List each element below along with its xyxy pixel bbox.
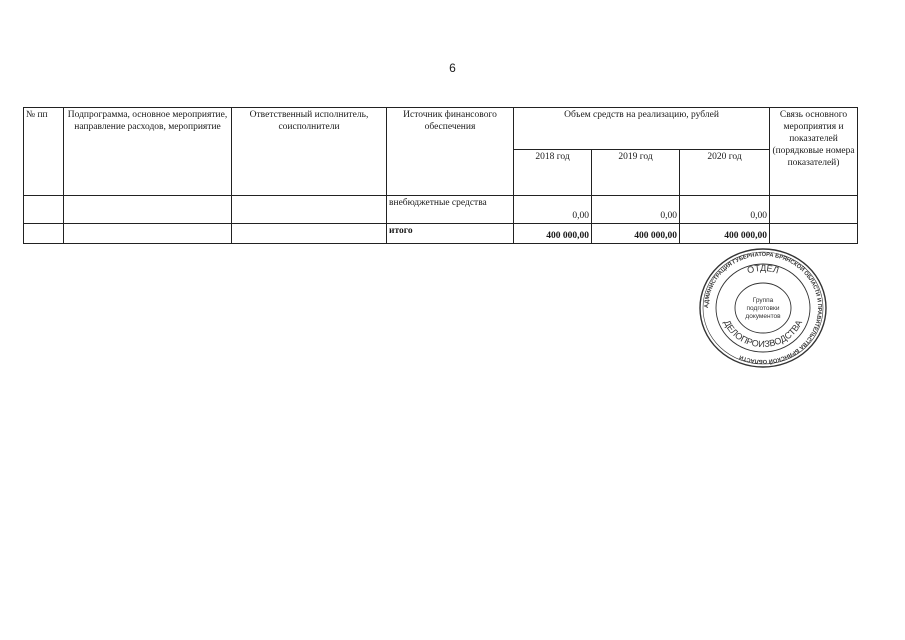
office-stamp <box>698 247 828 369</box>
cell-2018: 400 000,00 <box>514 224 592 244</box>
cell-2019: 400 000,00 <box>592 224 680 244</box>
header-year-2020: 2020 год <box>680 150 770 196</box>
stamp-outer-text: АДМИНИСТРАЦИЯ ГУБЕРНАТОРА БРЯНСКОЙ ОБЛАСТИ И ПРАВИТЕЛЬСТВА БРЯНСКОЙ ОБЛАСТИ <box>703 251 823 365</box>
header-year-2019: 2019 год <box>592 150 680 196</box>
cell-source: внебюджетные средства <box>387 196 514 224</box>
page-number: 6 <box>449 61 456 75</box>
cell-num <box>24 224 64 244</box>
header-executor: Ответственный исполнитель, соисполнители <box>232 108 387 196</box>
header-year-2018: 2018 год <box>514 150 592 196</box>
cell-2020: 0,00 <box>680 196 770 224</box>
cell-link <box>770 196 858 224</box>
stamp-arc-text: ДЕЛОПРОИЗВОДСТВА <box>721 318 805 350</box>
cell-executor <box>232 196 387 224</box>
table-row <box>24 196 858 224</box>
cell-executor <box>232 224 387 244</box>
budget-table <box>23 107 858 244</box>
stamp-seal-icon <box>698 247 828 369</box>
header-link: Связь основного мероприятия и показателей (порядковые номера показателей) <box>770 108 858 196</box>
stamp-center-line3: документов <box>745 313 781 320</box>
cell-link <box>770 224 858 244</box>
stamp-top-text: ОТДЕЛ <box>746 262 781 276</box>
cell-num <box>24 196 64 224</box>
stamp-center-line2: подготовки <box>746 305 780 312</box>
header-num: № пп <box>24 108 64 196</box>
header-volume: Объем средств на реализацию, рублей <box>514 108 770 150</box>
svg-text:ОТДЕЛ <box>746 263 780 275</box>
cell-2020: 400 000,00 <box>680 224 770 244</box>
cell-2019: 0,00 <box>592 196 680 224</box>
header-subprogram: Подпрограмма, основное мероприятие, направление расходов, мероприятие <box>64 108 232 196</box>
stamp-center-line1: Группа <box>752 297 774 304</box>
cell-subprogram <box>64 196 232 224</box>
cell-subprogram <box>64 224 232 244</box>
table-row-total <box>24 224 858 244</box>
svg-text:ДЕЛОПРОИЗВОДСТВА <box>722 318 804 349</box>
cell-source: итого <box>387 224 514 244</box>
cell-2018: 0,00 <box>514 196 592 224</box>
header-source: Источник финансового обеспечения <box>387 108 514 196</box>
